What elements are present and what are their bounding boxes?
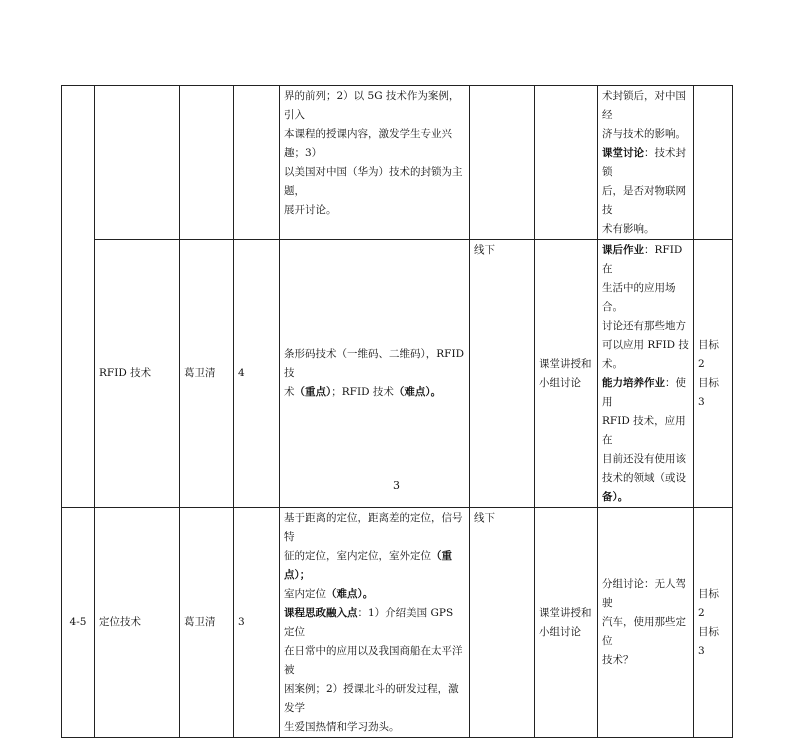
table-row xyxy=(62,508,733,738)
cell-topic xyxy=(95,86,180,240)
content-text: 。 xyxy=(362,588,374,600)
content-text: ；RFID 技术 xyxy=(331,386,394,398)
content-line: 界的前列；2）以 5G 技术作为案例，引入 xyxy=(284,90,460,121)
key-point-mark: （重点） xyxy=(294,386,332,398)
table-row xyxy=(62,240,733,508)
key-point-mark: （重点） xyxy=(284,550,452,581)
cell-topic: 定位技术 xyxy=(95,508,180,738)
homework-line: 分组讨论：无人驾驶 xyxy=(602,578,686,609)
content-line: 条形码技术（一维码、二维码），RFID 技 xyxy=(284,348,465,379)
course-schedule-table xyxy=(61,85,733,738)
homework-text: ：RFID 在 xyxy=(602,244,683,275)
cell-homework xyxy=(598,86,694,240)
cell-goals xyxy=(694,86,733,240)
homework-line: 备）。 xyxy=(602,491,629,503)
content-line: 困案例；2）授课北斗的研发过程，激发学 xyxy=(284,683,459,714)
goal-label: 目标 3 xyxy=(698,625,719,657)
homework-label: 能力培养作业 xyxy=(602,377,665,389)
homework-line: RFID 技术，应用在 xyxy=(602,415,686,446)
cell-topic: RFID 技术 xyxy=(95,240,180,508)
content-line: 以美国对中国（华为）技术的封锁为主题， xyxy=(284,166,463,197)
content-text: 征的定位，室内定位，室外定位 xyxy=(284,550,431,562)
content-line: 生爱国热情和学习劲头。 xyxy=(284,721,400,733)
cell-teacher xyxy=(180,86,234,240)
content-line xyxy=(284,547,465,585)
homework-line: 目前还没有使用该 xyxy=(602,453,686,465)
homework-text: ：使用 xyxy=(602,377,686,408)
cell-mode: 线下 xyxy=(470,240,535,508)
cell-hours xyxy=(234,86,280,240)
homework-line xyxy=(602,374,689,412)
cell-number: 4-5 xyxy=(62,508,95,738)
ideology-label: 课程思政融入点 xyxy=(284,607,358,619)
method-line: 小组讨论 xyxy=(539,625,581,638)
content-text: ：1）介绍美国 GPS 定位 xyxy=(284,607,454,638)
homework-line: 术。 xyxy=(602,358,623,370)
homework-line: 可以应用 RFID 技 xyxy=(602,339,689,351)
difficult-point-mark: （难点） xyxy=(393,386,431,398)
homework-line: 技术？ xyxy=(602,654,634,666)
homework-line xyxy=(602,144,689,182)
goal-label: 目标 2 xyxy=(698,587,719,619)
content-line: 基于距离的定位，距离差的定位，信号特 xyxy=(284,512,463,543)
page-number: 3 xyxy=(393,479,400,492)
homework-line: 讨论还有那些地方 xyxy=(602,320,686,332)
method-line: 课堂讲授和 xyxy=(539,606,592,619)
cell-content xyxy=(280,508,470,738)
table-row xyxy=(62,86,733,240)
homework-line: 汽车，使用那些定位 xyxy=(602,616,686,647)
content-text: 术 xyxy=(284,386,295,398)
goal-label: 目标 3 xyxy=(698,376,719,408)
content-line xyxy=(284,604,465,642)
content-text: 室内定位 xyxy=(284,588,326,600)
cell-teacher: 葛卫清 xyxy=(180,508,234,738)
cell-content xyxy=(280,86,470,240)
content-text: ； xyxy=(299,569,311,581)
method-line: 小组讨论 xyxy=(539,376,581,389)
homework-line: 技术的领域（或设 xyxy=(602,472,686,484)
homework-label: 课后作业 xyxy=(602,244,644,256)
cell-content xyxy=(280,240,470,508)
cell-goals xyxy=(694,508,733,738)
goal-label: 目标 2 xyxy=(698,338,719,370)
homework-line xyxy=(602,241,689,279)
cell-mode: 线下 xyxy=(470,508,535,738)
cell-homework xyxy=(598,240,694,508)
cell-method xyxy=(535,508,598,738)
cell-method xyxy=(535,86,598,240)
content-line xyxy=(284,585,465,604)
cell-method xyxy=(535,240,598,508)
discussion-label: 课堂讨论 xyxy=(602,147,644,159)
homework-line: 济与技术的影响。 xyxy=(602,128,686,140)
cell-homework xyxy=(598,508,694,738)
difficult-point-mark: （难点） xyxy=(326,588,363,600)
homework-line: 后，是否对物联网技 xyxy=(602,185,686,216)
cell-number-continued xyxy=(62,86,95,508)
content-text: 。 xyxy=(430,386,442,398)
homework-line: 生活中的应用场合。 xyxy=(602,282,676,313)
content-line: 在日常中的应用以及我国商船在太平洋被 xyxy=(284,645,463,676)
cell-teacher: 葛卫清 xyxy=(180,240,234,508)
cell-hours: 3 xyxy=(234,508,280,738)
homework-line: 术有影响。 xyxy=(602,223,655,235)
method-line: 课堂讲授和 xyxy=(539,357,592,370)
cell-goals xyxy=(694,240,733,508)
content-line: 本课程的授课内容，激发学生专业兴趣；3） xyxy=(284,128,452,159)
content-line xyxy=(284,383,465,402)
cell-mode xyxy=(470,86,535,240)
homework-line: 术封锁后，对中国经 xyxy=(602,90,686,121)
cell-hours: 4 xyxy=(234,240,280,508)
content-line: 展开讨论。 xyxy=(284,204,337,216)
homework-text: ：技术封锁 xyxy=(602,147,686,178)
